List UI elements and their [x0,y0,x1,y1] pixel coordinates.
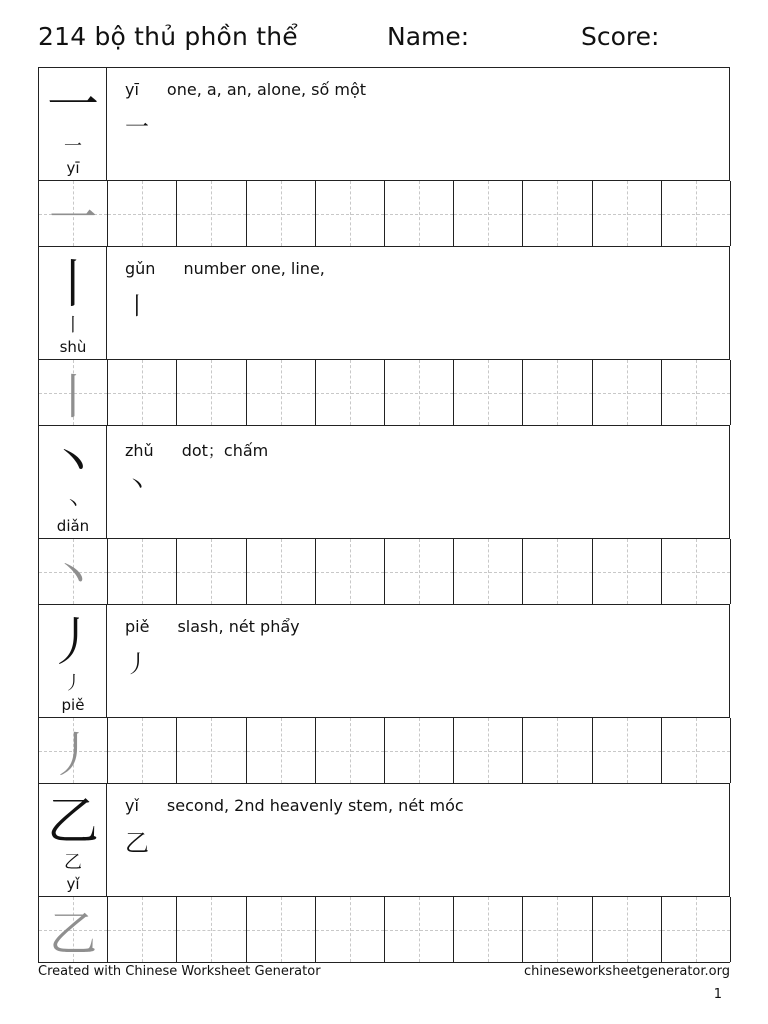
practice-cell[interactable] [523,539,592,604]
practice-cell[interactable] [523,718,592,783]
character-info-row [38,68,730,181]
stroke-demo-character: 丿 [125,650,149,678]
practice-cell[interactable] [523,897,592,962]
practice-cell[interactable] [593,539,662,604]
character-meaning: one, a, an, alone, số một [166,80,367,99]
practice-row [38,181,730,246]
practice-cell[interactable] [177,181,246,246]
practice-cell[interactable] [454,360,523,425]
practice-cell[interactable] [454,539,523,604]
practice-sheet [38,67,730,962]
character-reference-column [39,784,107,897]
reference-pinyin: piě [61,696,85,714]
name-label: Name: [387,22,470,51]
practice-cell[interactable] [247,181,316,246]
character-meta [125,796,464,815]
page-number: 1 [713,987,722,1002]
character-block [38,426,730,605]
practice-row [38,718,730,783]
reference-character: 丶 [46,434,99,494]
practice-cell[interactable] [385,718,454,783]
character-pinyin: yǐ [125,796,139,815]
character-info-row [38,426,730,539]
practice-cell[interactable] [454,181,523,246]
stroke-demo-character: 丨 [125,292,149,320]
stroke-demo-character: 乙 [125,829,149,857]
trace-cell [39,360,108,425]
character-meta [125,259,325,278]
character-pinyin: zhǔ [125,441,154,460]
reference-character-small: 乙 [64,852,82,873]
practice-cell[interactable] [108,181,177,246]
practice-cell[interactable] [593,360,662,425]
practice-cell[interactable] [316,718,385,783]
reference-pinyin: yī [66,159,80,177]
practice-cell[interactable] [316,181,385,246]
practice-cell[interactable] [454,897,523,962]
reference-character: 丿 [46,613,99,673]
practice-cell[interactable] [523,360,592,425]
practice-cell[interactable] [662,181,731,246]
character-block [38,247,730,426]
practice-cell[interactable] [662,539,731,604]
reference-character-small: 丿 [64,673,82,694]
character-reference-column [39,605,107,718]
practice-cell[interactable] [247,718,316,783]
reference-pinyin: yǐ [66,875,80,893]
practice-row [38,539,730,604]
practice-cell[interactable] [247,897,316,962]
score-label: Score: [581,22,660,51]
practice-row [38,360,730,425]
practice-cell[interactable] [523,181,592,246]
practice-cell[interactable] [247,539,316,604]
practice-cell[interactable] [662,897,731,962]
practice-cell[interactable] [316,539,385,604]
trace-cell [39,539,108,604]
character-info-row [38,247,730,360]
reference-character-small: 丨 [64,315,82,336]
character-meta [125,617,300,636]
practice-cell[interactable] [385,181,454,246]
character-block [38,784,730,963]
worksheet-title: 214 bộ thủ phồn thể [38,22,298,51]
reference-character: 丨 [46,255,99,315]
character-pinyin: yī [125,80,139,99]
character-reference-column [39,426,107,539]
character-meta [125,80,366,99]
practice-cell[interactable] [177,897,246,962]
stroke-demo-character: 一 [125,113,149,141]
practice-cell[interactable] [593,718,662,783]
practice-cell[interactable] [108,539,177,604]
reference-character-small: 一 [64,136,82,157]
footer-website: chineseworksheetgenerator.org [523,964,730,979]
trace-character: 丨 [49,369,98,425]
reference-pinyin: shù [59,338,87,356]
practice-cell[interactable] [454,718,523,783]
practice-cell[interactable] [108,360,177,425]
character-reference-column [39,68,107,181]
practice-cell[interactable] [662,360,731,425]
character-meaning: second, 2nd heavenly stem, nét móc [166,796,464,815]
character-pinyin: piě [125,617,150,636]
character-block [38,605,730,784]
practice-cell[interactable] [177,360,246,425]
practice-cell[interactable] [662,718,731,783]
reference-character: 乙 [46,792,99,852]
trace-character: 丶 [49,548,98,604]
trace-character: 乙 [49,906,98,962]
practice-cell[interactable] [177,718,246,783]
trace-character: 一 [49,190,98,246]
practice-cell[interactable] [247,360,316,425]
character-block [38,68,730,247]
trace-cell [39,718,108,783]
character-pinyin: gǔn [125,259,156,278]
trace-character: 丿 [49,727,98,783]
character-meaning: number one, line, [183,259,325,278]
practice-cell[interactable] [177,539,246,604]
reference-pinyin: diǎn [56,517,90,535]
trace-cell [39,181,108,246]
practice-cell[interactable] [316,897,385,962]
stroke-demo-character: 丶 [125,471,149,499]
character-meaning: slash, nét phẩy [177,617,300,636]
character-meaning: dot；chấm [181,441,269,460]
practice-cell[interactable] [316,360,385,425]
practice-row [38,897,730,962]
worksheet-header [38,22,730,58]
character-info-row [38,605,730,718]
practice-cell[interactable] [593,181,662,246]
practice-cell[interactable] [108,897,177,962]
practice-cell[interactable] [385,360,454,425]
character-meta [125,438,268,461]
character-info-row [38,784,730,897]
practice-cell[interactable] [108,718,177,783]
footer-credit: Created with Chinese Worksheet Generator [38,964,321,979]
practice-cell[interactable] [385,897,454,962]
practice-cell[interactable] [593,897,662,962]
reference-character: 一 [46,76,99,136]
character-reference-column [39,247,107,360]
reference-character-small: 丶 [64,494,82,515]
practice-cell[interactable] [385,539,454,604]
trace-cell [39,897,108,962]
